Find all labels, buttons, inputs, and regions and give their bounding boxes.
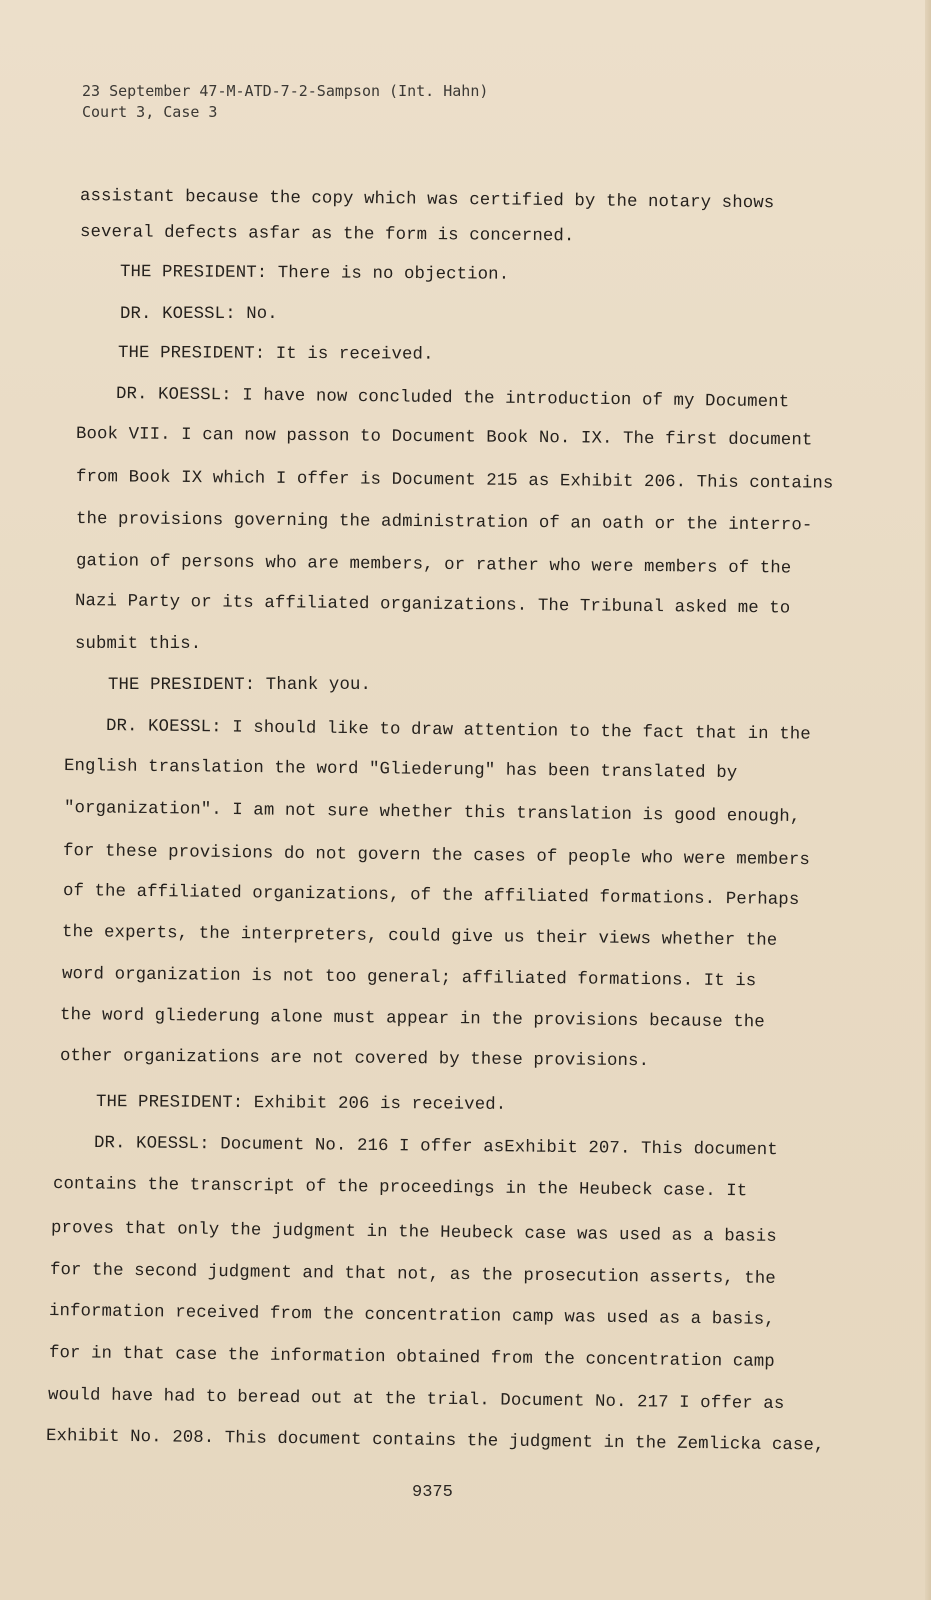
text-line: DR. KOESSL: No. <box>120 305 278 324</box>
text-line: other organizations are not covered by these provisions. <box>59 1047 650 1072</box>
text-line: THE PRESIDENT: It is received. <box>117 344 434 365</box>
text-line: gation of persons who are members, or rather who were members of the <box>75 552 792 579</box>
text-line: THE PRESIDENT: There is no objection. <box>119 263 510 285</box>
text-line: word organization is not too general; affiliated formations. It is <box>61 965 757 992</box>
text-line: assistant because the copy which was certified by the notary shows <box>79 187 775 214</box>
text-line: the experts, the interpreters, could give us their views whether the <box>61 923 778 951</box>
text-line: information received from the concentration camp was used as a basis, <box>48 1302 775 1330</box>
text-line: "organization". I am not sure whether this translation is good enough, <box>63 799 801 827</box>
text-line: DR. KOESSL: I have now concluded the introduction of my Document <box>115 385 790 413</box>
text-line: submit this. <box>75 635 202 654</box>
text-line: would have had to beread out at the trial. Document No. 217 I offer as <box>47 1386 785 1414</box>
text-line: for these provisions do not govern the cases of people who were members <box>62 842 811 871</box>
text-line: THE PRESIDENT: Thank you. <box>108 676 372 695</box>
text-line: for in that case the information obtained from the concentration camp <box>48 1344 775 1372</box>
text-line: Book VII. I can now passon to Document Book No. IX. The first document <box>75 425 813 451</box>
text-line: of the affiliated organizations, of the affiliated formations. Perhaps <box>62 882 800 910</box>
text-line: Exhibit No. 208. This document contains the judgment in the Zemlicka case, <box>45 1427 825 1456</box>
text-line: proves that only the judgment in the Heubeck case was used as a basis <box>50 1219 777 1247</box>
text-line: contains the transcript of the proceedings in the Heubeck case. It <box>52 1175 748 1202</box>
text-line: several defects asfar as the form is concerned. <box>79 223 575 247</box>
text-line: English translation the word "Gliederung" has been translated by <box>63 757 738 784</box>
text-line: the word gliederung alone must appear in the provisions because the <box>59 1006 765 1033</box>
text-line: the provisions governing the administration of an oath or the interro- <box>75 510 813 536</box>
header-court-case: Court 3, Case 3 <box>82 103 218 121</box>
header-reference: 23 September 47-M-ATD-7-2-Sampson (Int. Hahn) <box>82 82 489 100</box>
text-line: DR. KOESSL: I should like to draw attention to the fact that in the <box>105 717 811 745</box>
paper-edge <box>925 0 931 1600</box>
text-line: from Book IX which I offer is Document 215 as Exhibit 206. This contains <box>75 468 834 494</box>
text-line: for the second judgment and that not, as the prosecution asserts, the <box>49 1261 776 1289</box>
page-number: 9375 <box>412 1483 453 1502</box>
text-line: Nazi Party or its affiliated organizations. The Tribunal asked me to <box>74 592 791 619</box>
text-line: THE PRESIDENT: Exhibit 206 is received. <box>95 1093 507 1115</box>
text-line: DR. KOESSL: Document No. 216 I offer asExhibit 207. This document <box>93 1134 778 1161</box>
